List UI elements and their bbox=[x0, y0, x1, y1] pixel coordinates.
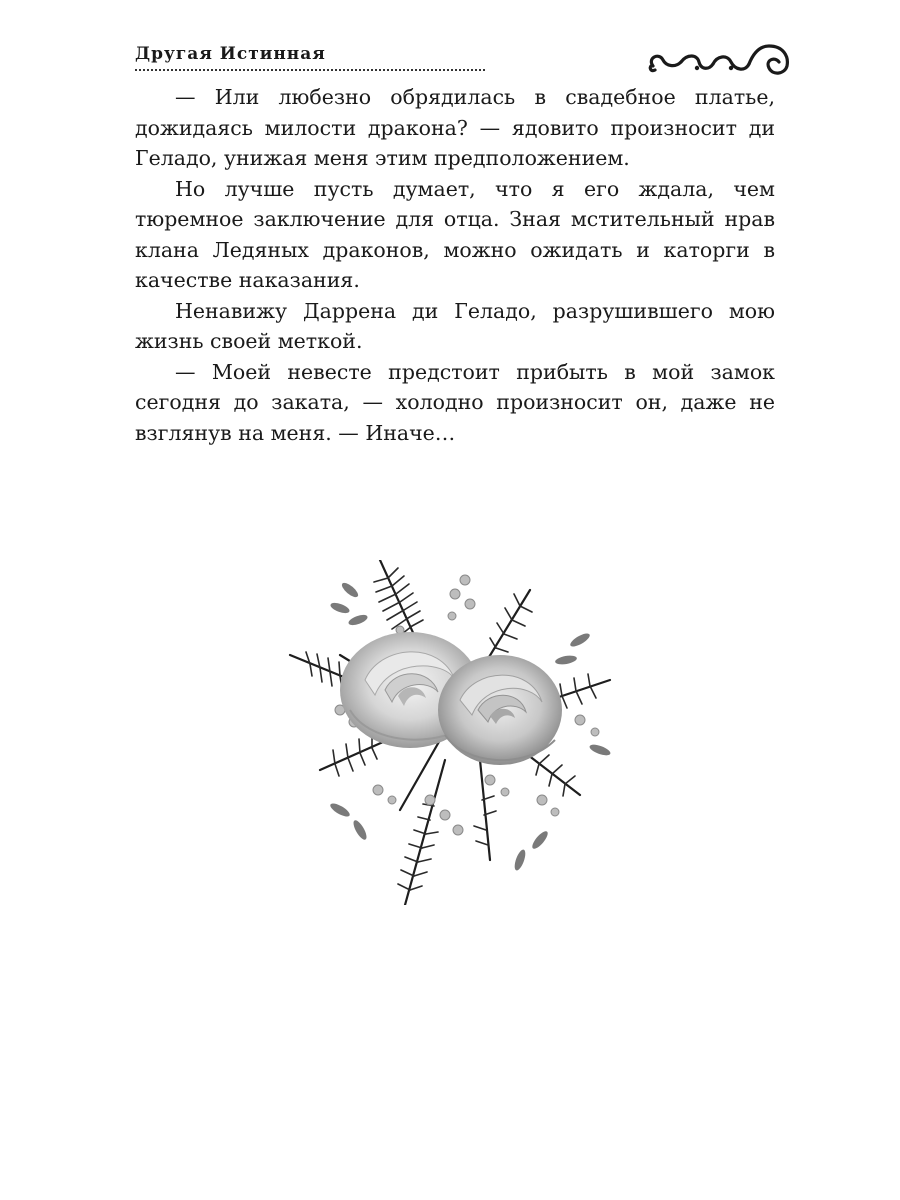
running-head-title: Другая Истинная bbox=[135, 44, 326, 64]
paragraph-1: — Или любезно обрядилась в свадебное платье, дожидаясь милости дракона? — ядовито произносит ди Геладо, унижая меня этим предположением. bbox=[135, 85, 775, 170]
floral-roses-vignette-icon bbox=[280, 560, 630, 905]
running-head-dotted-rule bbox=[135, 69, 485, 71]
running-head bbox=[135, 40, 785, 80]
paragraph-2: Но лучше пусть думает, что я его ждала, чем тюремное заключение для отца. Зная мстительный нрав клана Ледяных драконов, можно ожидать и каторги в качестве наказания. bbox=[135, 176, 775, 292]
paragraph-3: Ненавижу Даррена ди Геладо, разрушившего мою жизнь своей меткой. bbox=[135, 298, 775, 353]
swirl-ornament-icon bbox=[645, 40, 795, 80]
body-text bbox=[135, 82, 775, 448]
paragraph-4: — Моей невесте предстоит прибыть в мой замок сегодня до заката, — холодно произносит он, даже не взглянув на меня. — Иначе… bbox=[135, 359, 775, 445]
